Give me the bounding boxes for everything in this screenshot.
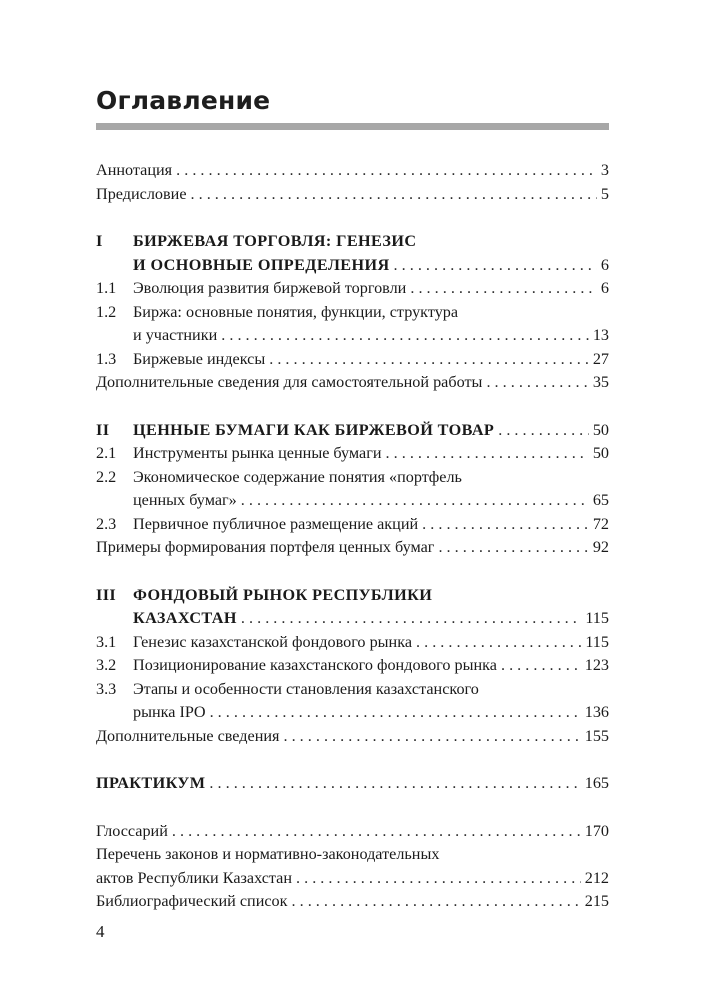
- toc-entry-extra-3[interactable]: [96, 725, 609, 749]
- toc-entry-2-2-line1[interactable]: [96, 466, 609, 490]
- chapter-number: II: [96, 420, 110, 439]
- toc-entry-practicum[interactable]: [96, 772, 609, 796]
- entry-title: ПРАКТИКУМ: [96, 774, 206, 792]
- leader-dots: [241, 607, 581, 631]
- entry-title: Дополнительные сведения для самостоятельной работы: [96, 373, 483, 391]
- entry-page: 6: [600, 279, 609, 297]
- toc-entry-3-3-line2[interactable]: [96, 701, 609, 725]
- entry-title-cont: рынка IPO: [133, 703, 206, 721]
- table-of-contents: [96, 159, 609, 914]
- section-number: 3.2: [96, 656, 117, 674]
- chapter-title: ЦЕННЫЕ БУМАГИ КАК БИРЖЕВОЙ ТОВАР: [133, 420, 495, 439]
- entry-title: Дополнительные сведения: [96, 726, 280, 745]
- entry-title: Биржа: основные понятия, функции, структура: [133, 302, 459, 321]
- toc-entry-3-1[interactable]: [96, 631, 609, 655]
- entry-title: Перечень законов и нормативно-законодательных: [96, 845, 440, 863]
- chapter-title-cont: И ОСНОВНЫЕ ОПРЕДЕЛЕНИЯ: [133, 255, 390, 274]
- leader-dots: [292, 890, 581, 914]
- toc-entry-1-2-line2[interactable]: [96, 324, 609, 348]
- heading-rule: [96, 123, 609, 130]
- toc-chapter-1-line1[interactable]: [96, 230, 609, 254]
- toc-entry-1-3[interactable]: [96, 348, 609, 372]
- toc-entry-annotation[interactable]: [96, 159, 609, 183]
- entry-title: Позиционирование казахстанского фондового рынка: [133, 656, 497, 674]
- entry-page: 115: [585, 609, 609, 627]
- section-number: 1.3: [96, 349, 117, 368]
- entry-page: 65: [592, 491, 609, 509]
- leader-dots: [191, 183, 597, 207]
- leader-dots: [269, 348, 589, 372]
- chapter-number: I: [96, 232, 103, 250]
- leader-dots: [172, 820, 581, 844]
- leader-dots: [416, 631, 581, 655]
- entry-title: Библиографический список: [96, 892, 288, 910]
- entry-page: 215: [584, 892, 609, 910]
- leader-dots: [209, 772, 580, 796]
- leader-dots: [386, 442, 589, 466]
- entry-title: Глоссарий: [96, 821, 168, 840]
- entry-page: 13: [592, 326, 609, 344]
- leader-dots: [241, 489, 589, 513]
- entry-page: 165: [584, 774, 609, 792]
- entry-title-cont: актов Республики Казахстан: [96, 868, 293, 887]
- toc-entry-glossary[interactable]: [96, 820, 609, 844]
- entry-page: 115: [585, 632, 609, 651]
- toc-entry-examples[interactable]: [96, 536, 609, 560]
- leader-dots: [438, 536, 588, 560]
- entry-page: 72: [592, 514, 609, 533]
- entry-title: Первичное публичное размещение акций: [133, 514, 419, 533]
- entry-page: 92: [592, 538, 609, 556]
- toc-entry-3-2[interactable]: [96, 654, 609, 678]
- leader-dots: [422, 513, 589, 537]
- page-number: 4: [96, 922, 105, 941]
- toc-entry-1-1[interactable]: [96, 277, 609, 301]
- toc-heading: Оглавление: [96, 86, 271, 115]
- leader-dots: [283, 725, 580, 749]
- entry-title: Биржевые индексы: [133, 349, 266, 368]
- chapter-title-cont: КАЗАХСТАН: [133, 609, 237, 627]
- entry-title: Этапы и особенности становления казахстанского: [133, 679, 479, 698]
- entry-title: Генезис казахстанской фондового рынка: [133, 632, 413, 651]
- entry-page: 136: [584, 703, 609, 721]
- entry-page: 5: [600, 184, 609, 203]
- entry-page: 50: [592, 420, 609, 439]
- toc-chapter-2[interactable]: [96, 419, 609, 443]
- leader-dots: [221, 324, 589, 348]
- entry-page: 50: [592, 444, 609, 462]
- toc-entry-3-3-line1[interactable]: [96, 678, 609, 702]
- leader-dots: [176, 159, 597, 183]
- toc-entry-laws-line1[interactable]: [96, 843, 609, 867]
- entry-page: 3: [600, 161, 609, 179]
- chapter-title: ФОНДОВЫЙ РЫНОК РЕСПУБЛИКИ: [133, 585, 433, 604]
- toc-chapter-3-line1[interactable]: [96, 584, 609, 608]
- entry-title: Примеры формирования портфеля ценных бумаг: [96, 538, 435, 556]
- toc-entry-laws-line2[interactable]: [96, 867, 609, 891]
- entry-title: Инструменты рынка ценные бумаги: [133, 444, 382, 462]
- leader-dots: [498, 419, 589, 443]
- entry-title: Предисловие: [96, 184, 187, 203]
- section-number: 1.1: [96, 279, 117, 297]
- entry-page: 212: [584, 868, 609, 887]
- entry-page: 155: [584, 726, 609, 745]
- leader-dots: [296, 867, 581, 891]
- toc-entry-bibliography[interactable]: [96, 890, 609, 914]
- entry-title-cont: ценных бумаг»: [133, 491, 237, 509]
- leader-dots: [410, 277, 597, 301]
- entry-title: Экономическое содержание понятия «портфель: [133, 467, 462, 486]
- section-number: 1.2: [96, 302, 117, 321]
- section-number: 2.2: [96, 467, 117, 486]
- leader-dots: [394, 254, 597, 278]
- chapter-number: III: [96, 585, 117, 604]
- leader-dots: [486, 371, 588, 395]
- toc-entry-extra-1[interactable]: [96, 371, 609, 395]
- entry-title: Эволюция развития биржевой торговли: [133, 279, 407, 297]
- toc-entry-2-3[interactable]: [96, 513, 609, 537]
- entry-page: 170: [584, 821, 609, 840]
- section-number: 3.3: [96, 679, 117, 698]
- leader-dots: [210, 701, 581, 725]
- toc-entry-1-2-line1[interactable]: [96, 301, 609, 325]
- entry-title-cont: и участники: [133, 326, 218, 344]
- entry-page: 35: [592, 373, 609, 391]
- toc-chapter-1-line2[interactable]: [96, 254, 609, 278]
- section-number: 3.1: [96, 632, 117, 651]
- entry-page: 6: [600, 255, 609, 274]
- toc-chapter-3-line2[interactable]: [96, 607, 609, 631]
- section-number: 2.3: [96, 514, 117, 533]
- chapter-title: БИРЖЕВАЯ ТОРГОВЛЯ: ГЕНЕЗИС: [133, 232, 417, 250]
- toc-entry-preface[interactable]: [96, 183, 609, 207]
- section-number: 2.1: [96, 444, 117, 462]
- entry-page: 27: [592, 349, 609, 368]
- entry-page: 123: [584, 656, 609, 674]
- entry-title: Аннотация: [96, 161, 173, 179]
- toc-entry-2-2-line2[interactable]: [96, 489, 609, 513]
- toc-entry-2-1[interactable]: [96, 442, 609, 466]
- leader-dots: [501, 654, 581, 678]
